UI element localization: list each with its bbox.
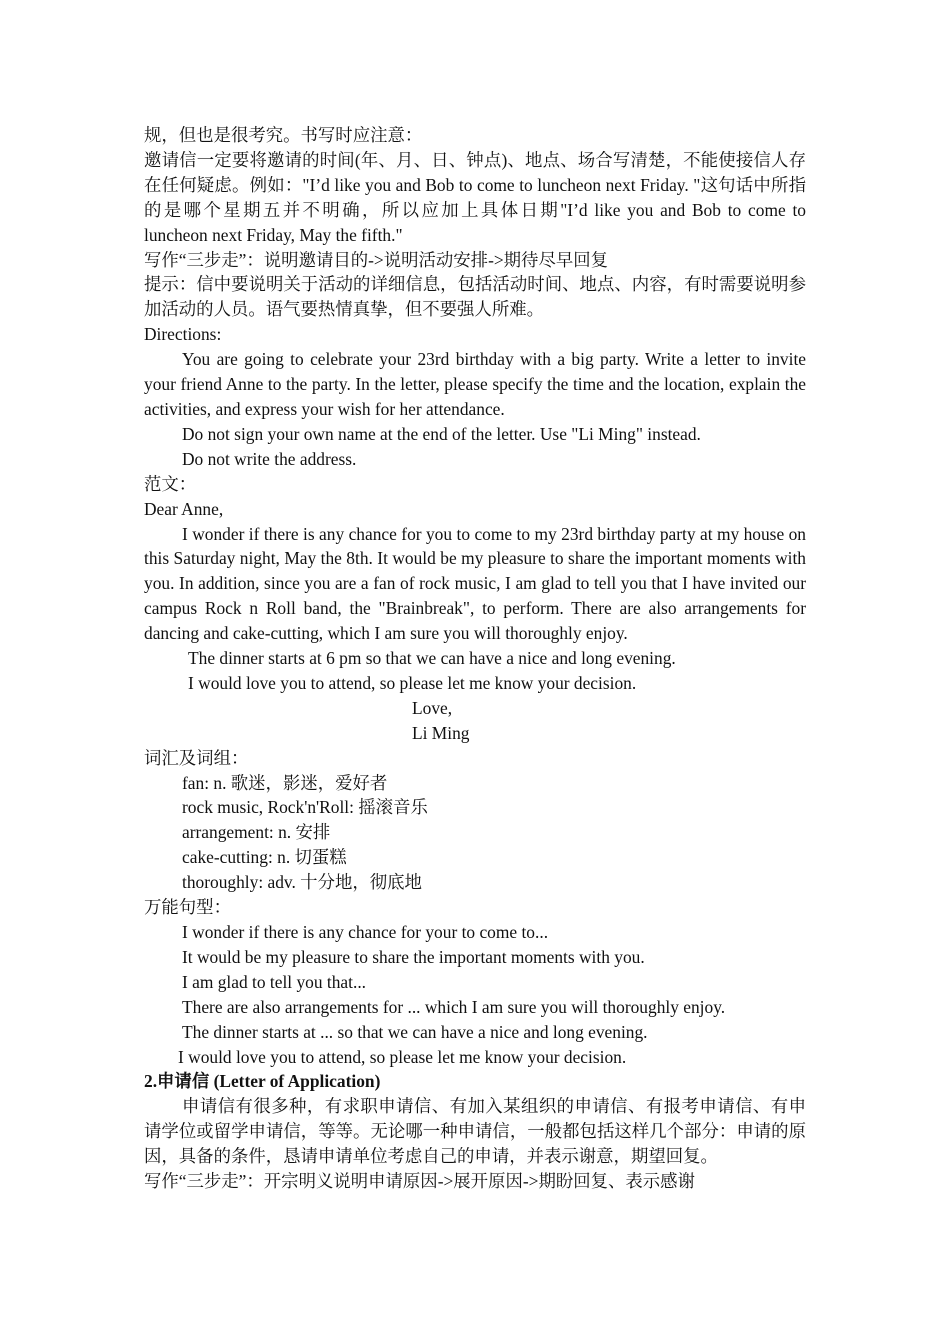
- notice-paragraph: 邀请信一定要将邀请的时间(年、月、日、钟点)、地点、场合写清楚，不能使接信人存在任何疑虑。例如："I’d like you and Bob to come to luncheon next Friday. "这句话中所指的是哪个星期五并不明确，所以应加上具体日期"I’d like you and Bob to come to luncheon next Friday, May the fifth.": [144, 149, 806, 245]
- pattern-item: I wonder if there is any chance for your to come to...: [182, 922, 549, 942]
- vocab-item: arrangement: n. 安排: [182, 822, 331, 843]
- patterns-heading: 万能句型：: [144, 897, 231, 918]
- pattern-item-last: I would love you to attend, so please let me know your decision.: [178, 1046, 627, 1067]
- directions-heading: Directions:: [144, 324, 222, 345]
- vocab-heading: 词汇及词组：: [144, 747, 249, 768]
- vocab-item: thoroughly: adv. 十分地，彻底地: [182, 872, 422, 893]
- tip-paragraph: 提示：信中要说明关于活动的详细信息，包括活动时间、地点、内容，有时需要说明参加活动的人员。语气要热情真挚，但不要强人所难。: [144, 274, 806, 320]
- letter-attend-line: I would love you to attend, so please let me know your decision.: [188, 672, 637, 693]
- letter-body: I wonder if there is any chance for you to come to my 23rd birthday party at my house on this Saturday night, May the 8th. It would be my pleasure to share the important moments with you. In addition, since you are a fan of rock music, I am glad to tell you that I have invited our campus Rock n Roll band, the "Brainbreak", to perform. There are also arrangements for dancing and cake-cutting, which I am sure you will thoroughly enjoy.: [144, 523, 806, 644]
- section-2-three-steps: 写作“三步走”：开宗明义说明申请原因->展开原因->期盼回复、表示感谢: [144, 1171, 695, 1192]
- directions-paragraph: You are going to celebrate your 23rd birthday with a big party. Write a letter to invite your friend Anne to the party. In the letter, please specify the time and the location, explain the activities, and express your wish for her attendance.: [144, 349, 806, 419]
- three-steps-line: 写作“三步走”：说明邀请目的->说明活动安排->期待尽早回复: [144, 249, 609, 270]
- intro-line: 规，但也是很考究。书写时应注意：: [144, 125, 423, 145]
- pattern-item: It would be my pleasure to share the important moments with you.: [182, 946, 645, 967]
- sample-heading: 范文：: [144, 473, 197, 494]
- pattern-item: The dinner starts at ... so that we can have a nice and long evening.: [182, 1021, 648, 1042]
- letter-closing: Love,: [412, 697, 453, 718]
- pattern-item: There are also arrangements for ... which I am sure you will thoroughly enjoy.: [182, 996, 726, 1017]
- letter-signature: Li Ming: [412, 722, 470, 743]
- directions-address-note: Do not write the address.: [182, 448, 357, 469]
- document-page: [144, 123, 806, 1194]
- directions-sign-note: Do not sign your own name at the end of the letter. Use "Li Ming" instead.: [182, 423, 701, 444]
- vocab-item: rock music, Rock'n'Roll: 摇滚音乐: [182, 797, 428, 818]
- vocab-item: fan: n. 歌迷，影迷，爱好者: [182, 772, 388, 793]
- section-2-heading: 2.申请信 (Letter of Application): [144, 1071, 381, 1092]
- pattern-item: I am glad to tell you that...: [182, 971, 367, 992]
- vocab-item: cake-cutting: n. 切蛋糕: [182, 847, 347, 868]
- letter-salutation: Dear Anne,: [144, 498, 224, 519]
- letter-dinner-line: The dinner starts at 6 pm so that we can have a nice and long evening.: [188, 648, 676, 669]
- section-2-paragraph: 申请信有很多种，有求职申请信、有加入某组织的申请信、有报考申请信、有申请学位或留学申请信，等等。无论哪一种申请信，一般都包括这样几个部分：申请的原因，具备的条件，恳请申请单位考虑自己的申请，并表示谢意，期望回复。: [144, 1096, 806, 1167]
